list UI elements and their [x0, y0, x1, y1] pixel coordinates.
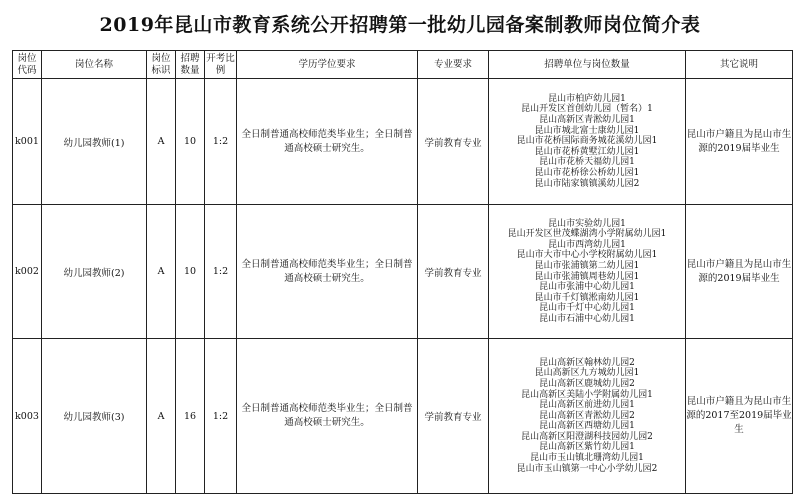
major-requirement: 学前教育专业 [418, 339, 489, 494]
unit-item: 昆山市柏庐幼儿园1 [548, 93, 626, 104]
unit-item: 昆山高新区翰林幼儿园2 [539, 357, 635, 368]
table-row [13, 79, 793, 205]
unit-item: 昆山高新区前进幼儿园1 [539, 400, 635, 411]
position-mark: A [147, 79, 176, 205]
unit-item: 昆山市花桥徐公桥幼儿园1 [534, 167, 640, 178]
unit-item: 昆山高新区青淞幼儿园2 [539, 410, 635, 421]
exam-ratio: 1:2 [205, 339, 237, 494]
unit-item: 昆山市千灯中心幼儿园1 [539, 303, 635, 314]
major-requirement: 学前教育专业 [418, 79, 489, 205]
unit-item: 昆山开发区首创幼儿园（暂名）1 [521, 104, 653, 115]
unit-item: 昆山市花桥天福幼儿园1 [539, 157, 635, 168]
table-header-row [13, 51, 793, 79]
unit-item: 昆山市千灯镇淞南幼儿园1 [534, 292, 640, 303]
document-title: 2019年昆山市教育系统公开招聘第一批幼儿园备案制教师岗位简介表 [99, 14, 701, 36]
exam-ratio: 1:2 [205, 205, 237, 339]
unit-item: 昆山高新区鹿城幼儿园2 [539, 378, 635, 389]
unit-list [489, 339, 686, 494]
unit-item: 昆山高新区九方城幼儿园1 [534, 368, 640, 379]
unit-item: 昆山市玉山镇北珊湾幼儿园1 [530, 453, 644, 464]
hire-count: 10 [176, 205, 205, 339]
unit-item: 昆山市张浦中心幼儿园1 [539, 282, 635, 293]
hire-count: 16 [176, 339, 205, 494]
position-mark: A [147, 205, 176, 339]
unit-list [489, 79, 686, 205]
header-notes: 其它说明 [686, 51, 793, 79]
unit-item: 昆山市陆家镇镇溪幼儿园2 [534, 178, 640, 189]
position-name: 幼儿园教师(1) [42, 79, 147, 205]
hire-count: 10 [176, 79, 205, 205]
unit-item: 昆山高新区紫竹幼儿园1 [539, 442, 635, 453]
unit-item: 昆山高新区青淞幼儿园1 [539, 115, 635, 126]
unit-item: 昆山市城北富士康幼儿园1 [534, 125, 640, 136]
major-requirement: 学前教育专业 [418, 205, 489, 339]
unit-item: 昆山市花桥国际商务城花溪幼儿园1 [516, 136, 658, 147]
unit-item: 昆山市实验幼儿园1 [548, 218, 626, 229]
position-name: 幼儿园教师(3) [42, 339, 147, 494]
header-code: 岗位代码 [13, 51, 42, 79]
position-code: k003 [13, 339, 42, 494]
education-requirement: 全日制普通高校师范类毕业生；全日制普通高校硕士研究生。 [237, 79, 418, 205]
position-table [12, 50, 793, 494]
header-ratio: 开考比例 [205, 51, 237, 79]
position-code: k001 [13, 79, 42, 205]
header-name: 岗位名称 [42, 51, 147, 79]
exam-ratio: 1:2 [205, 79, 237, 205]
other-notes: 昆山市户籍且为昆山市生源的2017至2019届毕业生 [686, 339, 793, 494]
table-row [13, 205, 793, 339]
unit-list [489, 205, 686, 339]
unit-item: 昆山市张浦镇第二幼儿园1 [534, 260, 640, 271]
unit-item: 昆山市花桥黄墅江幼儿园1 [534, 146, 640, 157]
unit-item: 昆山开发区世茂蝶湖湾小学附属幼儿园1 [507, 229, 667, 240]
unit-item: 昆山市西湾幼儿园1 [548, 239, 626, 250]
unit-item: 昆山市玉山镇第一中心小学幼儿园2 [516, 463, 658, 474]
other-notes: 昆山市户籍且为昆山市生源的2019届毕业生 [686, 205, 793, 339]
position-name: 幼儿园教师(2) [42, 205, 147, 339]
header-mark: 岗位标识 [147, 51, 176, 79]
education-requirement: 全日制普通高校师范类毕业生；全日制普通高校硕士研究生。 [237, 205, 418, 339]
header-units: 招聘单位与岗位数量 [489, 51, 686, 79]
unit-item: 昆山高新区西塘幼儿园1 [539, 421, 635, 432]
education-requirement: 全日制普通高校师范类毕业生；全日制普通高校硕士研究生。 [237, 339, 418, 494]
table-row [13, 339, 793, 494]
header-number: 招聘数量 [176, 51, 205, 79]
position-mark: A [147, 339, 176, 494]
position-code: k002 [13, 205, 42, 339]
unit-item: 昆山市石浦中心幼儿园1 [539, 313, 635, 324]
other-notes: 昆山市户籍且为昆山市生源的2019届毕业生 [686, 79, 793, 205]
header-major: 专业要求 [418, 51, 489, 79]
unit-item: 昆山高新区美陆小学附属幼儿园1 [521, 389, 653, 400]
unit-item: 昆山市大市中心小学校附属幼儿园1 [516, 250, 658, 261]
unit-item: 昆山高新区阳澄湖科技园幼儿园2 [521, 431, 653, 442]
unit-item: 昆山市张浦镇周巷幼儿园1 [534, 271, 640, 282]
header-education: 学历学位要求 [237, 51, 418, 79]
